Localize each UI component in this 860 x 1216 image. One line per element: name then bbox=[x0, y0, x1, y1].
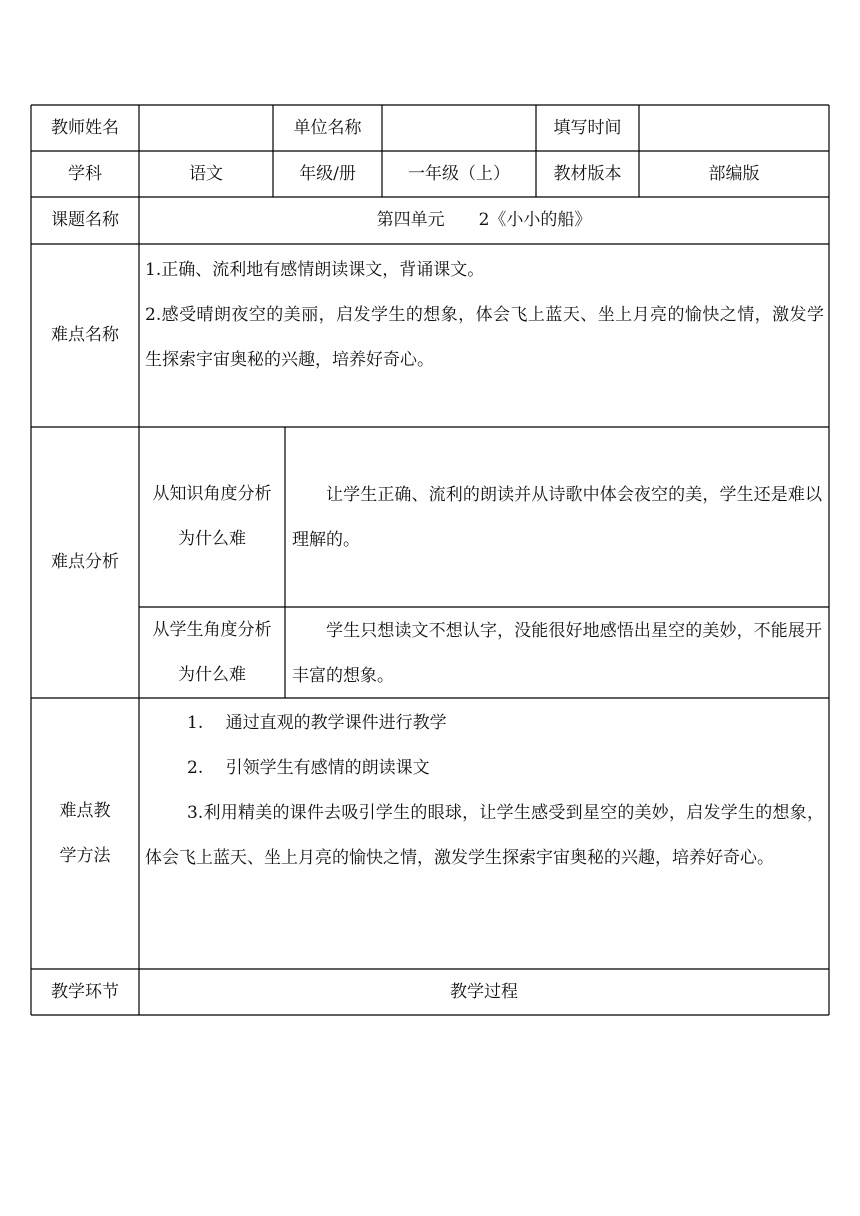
topic-value: 第四单元 2《小小的船》 bbox=[376, 210, 592, 230]
method-label: 难点教学方法 bbox=[59, 800, 111, 866]
stage-label: 教学环节 bbox=[51, 981, 119, 1002]
method-item-2: 2. 引领学生有感情的朗读课文 bbox=[187, 758, 430, 778]
edition-label: 教材版本 bbox=[553, 163, 622, 184]
teacher-name-value[interactable] bbox=[139, 105, 273, 151]
subject-value: 语文 bbox=[189, 163, 223, 184]
grade-label: 年级/册 bbox=[299, 163, 356, 184]
method-content bbox=[145, 701, 824, 881]
method-item-1: 1. 通过直观的教学课件进行教学 bbox=[187, 713, 447, 733]
knowledge-angle-label: 从知识角度分析为什么难 bbox=[152, 484, 272, 549]
knowledge-angle-text: 让学生正确、流利的朗读并从诗歌中体会夜空的美，学生还是难以理解的。 bbox=[292, 485, 822, 550]
method-item-3: 3.利用精美的课件去吸引学生的眼球，让学生感受到星空的美妙，启发学生的想象，体会飞上蓝天、坐上月亮的愉快之情，激发学生探索宇宙奥秘的兴趣，培养好奇心。 bbox=[145, 803, 824, 868]
edition-value: 部编版 bbox=[708, 163, 760, 184]
unit-name-label: 单位名称 bbox=[293, 117, 362, 138]
difficulty-line-1: 1.正确、流利地有感情朗读课文，背诵课文。 bbox=[145, 260, 485, 280]
process-label: 教学过程 bbox=[450, 981, 518, 1002]
student-angle-text: 学生只想读文不想认字，没能很好地感悟出星空的美妙，不能展开丰富的想象。 bbox=[292, 621, 822, 686]
fill-time-label: 填写时间 bbox=[553, 117, 622, 138]
teacher-name-label: 教师姓名 bbox=[51, 117, 119, 138]
subject-label: 学科 bbox=[68, 163, 102, 184]
difficulty-content bbox=[145, 248, 824, 383]
topic-label: 课题名称 bbox=[51, 210, 119, 230]
grade-value: 一年级（上） bbox=[408, 163, 510, 184]
unit-name-value[interactable] bbox=[382, 105, 536, 151]
analysis-label: 难点分析 bbox=[51, 552, 119, 572]
difficulty-line-2: 2.感受晴朗夜空的美丽，启发学生的想象，体会飞上蓝天、坐上月亮的愉快之情，激发学生探索宇宙奥秘的兴趣，培养好奇心。 bbox=[145, 305, 824, 370]
difficulty-label: 难点名称 bbox=[51, 325, 119, 345]
student-angle-label: 从学生角度分析为什么难 bbox=[152, 619, 272, 685]
fill-time-value[interactable] bbox=[639, 105, 829, 151]
